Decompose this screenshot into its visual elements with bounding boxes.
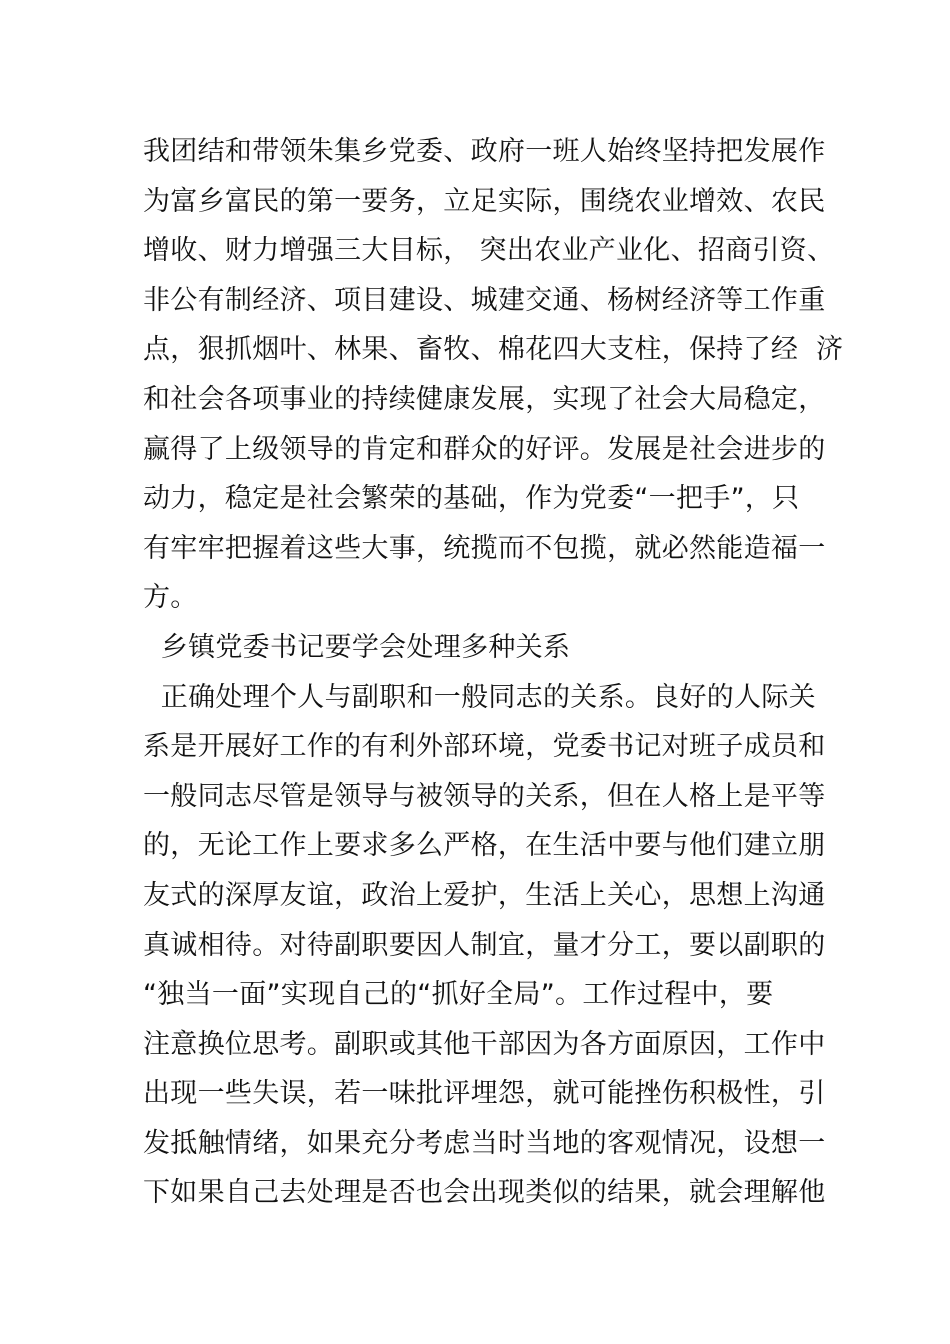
body-text <box>143 127 844 1218</box>
text-line: “独当一面”实现自己的“抓好全局”。工作过程中，要 <box>143 979 774 1011</box>
text-line: 一般同志尽管是领导与被领导的关系，但在人格上是平等 <box>143 780 826 812</box>
text-line: 方。 <box>143 582 198 614</box>
text-line: 下如果自己去处理是否也会出现类似的结果，就会理解他 <box>143 1177 826 1209</box>
text-line: 非公有制经济、项目建设、城建交通、杨树经济等工作重 <box>143 284 826 316</box>
text-line: 正确处理个人与副职和一般同志的关系。良好的人际关 <box>143 681 816 713</box>
text-line: 友式的深厚友谊，政治上爱护，生活上关心，思想上沟通 <box>143 879 826 911</box>
text-line: 增收、财力增强三大目标， 突出农业产业化、招商引资、 <box>143 235 835 267</box>
text-line: 真诚相待。对待副职要因人制宜，量才分工，要以副职的 <box>143 929 826 961</box>
text-line: 的，无论工作上要求多么严格，在生活中要与他们建立朋 <box>143 830 826 862</box>
text-line: 点，狠抓烟叶、林果、畜牧、棉花四大支柱，保持了经 济 <box>143 334 844 366</box>
text-line: 和社会各项事业的持续健康发展，实现了社会大局稳定， <box>143 383 826 415</box>
text-line: 注意换位思考。副职或其他干部因为各方面原因，工作中 <box>143 1028 826 1060</box>
text-line: 我团结和带领朱集乡党委、政府一班人始终坚持把发展作 <box>143 136 826 167</box>
text-line: 赢得了上级领导的肯定和群众的好评。发展是社会进步的 <box>143 433 826 465</box>
text-line: 发抵触情绪，如果充分考虑当时当地的客观情况，设想一 <box>143 1127 826 1159</box>
text-line: 出现一些失误，若一味批评埋怨，就可能挫伤积极性，引 <box>143 1078 826 1110</box>
section-heading: 乡镇党委书记要学会处理多种关系 <box>143 631 571 663</box>
text-line: 动力，稳定是社会繁荣的基础，作为党委“一把手”，只 <box>143 483 800 515</box>
text-line: 有牢牢把握着这些大事，统揽而不包揽，就必然能造福一 <box>143 532 826 564</box>
text-line: 为富乡富民的第一要务，立足实际，围绕农业增效、农民 <box>143 185 826 217</box>
text-line: 系是开展好工作的有利外部环境，党委书记对班子成员和 <box>143 731 826 763</box>
